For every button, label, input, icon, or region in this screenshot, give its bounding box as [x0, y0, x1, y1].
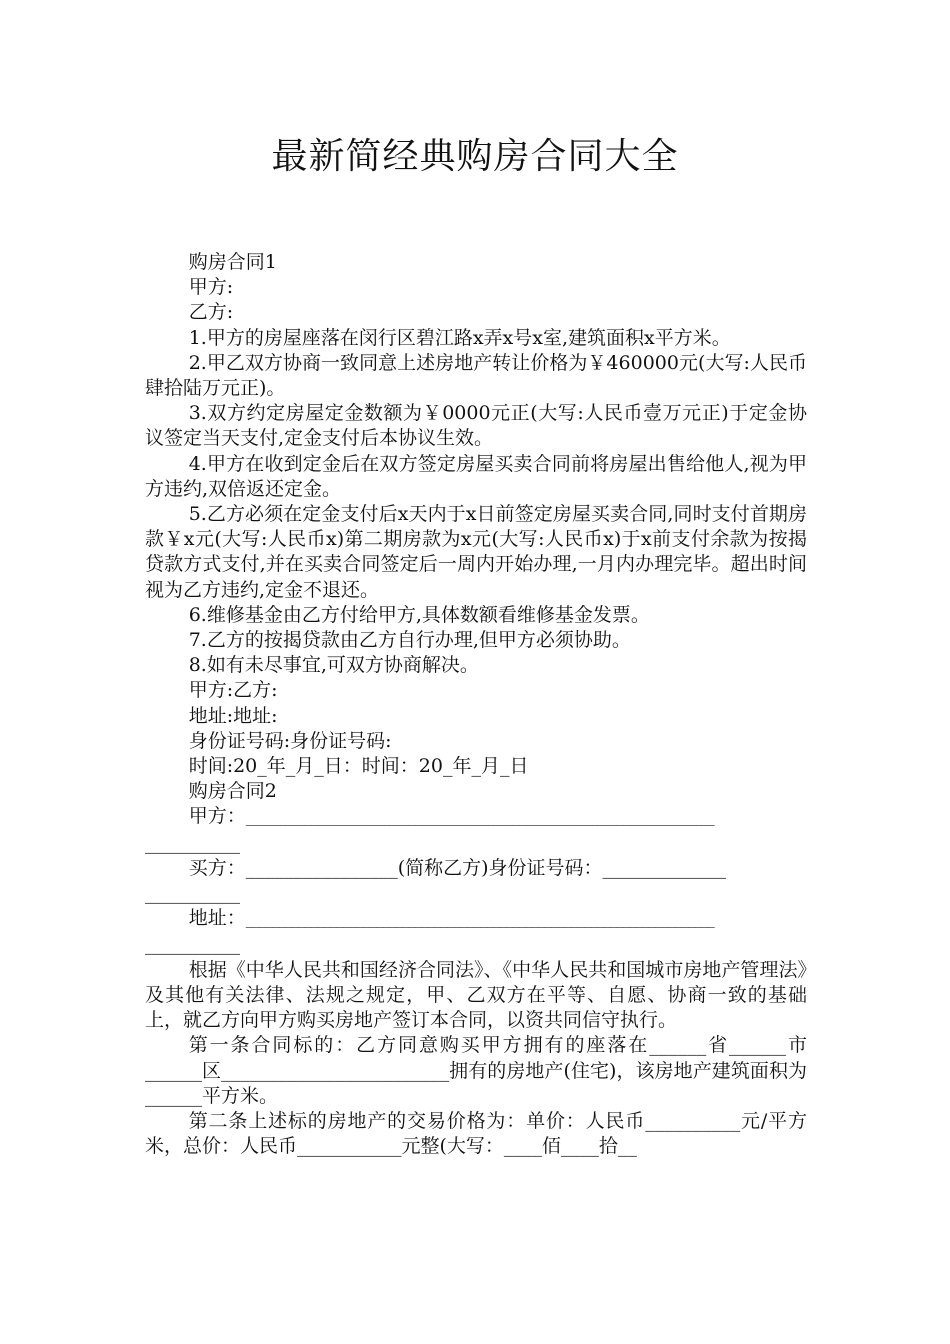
contract2-buyer-line: 买方：________________(简称乙方)身份证号码：_____________	[188, 856, 727, 879]
clause-2: 2.甲乙双方协商一致同意上述房地产转让价格为￥460000元(大写:人民币肆拾陆万元正)。	[145, 351, 807, 400]
contract2-preamble: 根据《中华人民共和国经济合同法》、《中华人民共和国城市房地产管理法》及其他有关法律、法规之规定，甲、乙双方在平等、自愿、协商一致的基础上，就乙方向甲方购买房地产签订本合同，以资共同信守执行。	[145, 958, 807, 1032]
sign-time: 时间:20_年_月_日：时间：20_年_月_日	[188, 755, 529, 778]
contract2-party-a	[145, 804, 807, 830]
contract1-party-a: 甲方:	[188, 276, 234, 299]
clause-5: 5.乙方必须在定金支付后x天内于x日前签定房屋买卖合同,同时支付首期房款￥x元(大写:人民币x)第二期房款为x元(大写:人民币x)于x前支付余款为按揭贷款方式支付,并在买卖合同签定后一周内开始办理,一月内办理完毕。超出时间视为乙方违约,定金不退还。	[145, 503, 807, 601]
clause-6: 6.维修基金由乙方付给甲方,具体数额看维修基金发票。	[188, 603, 650, 626]
address-label: 地址：	[188, 907, 246, 930]
document-title: 最新简经典购房合同大全	[271, 136, 679, 177]
contract1-party-b: 乙方:	[188, 301, 234, 324]
sign-parties: 甲方:乙方:	[188, 679, 278, 702]
address-tail: __________	[145, 933, 240, 956]
contract2-heading: 购房合同2	[188, 780, 277, 803]
contract2-buyer-tail	[145, 881, 807, 906]
clause-7: 7.乙方的按揭贷款由乙方自行办理,但甲方必须协助。	[188, 629, 631, 652]
party-a-blank: ________________________________________________________________________	[245, 808, 714, 827]
buyer-tail: __________	[145, 882, 240, 905]
contract2-article-2: 第二条上述标的房地产的交易价格为：单价：人民币__________元/平方米，总价：人民币___________元整(大写：____佰____拾__	[145, 1109, 807, 1158]
sign-id: 身份证号码:身份证号码:	[188, 729, 392, 752]
contract1-heading: 购房合同1	[188, 251, 277, 273]
sign-address: 地址:地址:	[188, 704, 278, 727]
clause-1: 1.甲方的房屋座落在闵行区碧江路x弄x号x室,建筑面积x平方米。	[188, 326, 731, 349]
contract2-address	[145, 906, 807, 932]
contract2-address-tail	[145, 932, 807, 957]
document-body	[145, 250, 807, 1159]
party-a-tail: __________	[145, 831, 240, 854]
party-a-label: 甲方：	[188, 805, 246, 828]
clause-4: 4.甲方在收到定金后在双方签定房屋买卖合同前将房屋出售给他人,视为甲方违约,双倍返还定金。	[145, 452, 807, 500]
contract2-article-1: 第一条合同标的：乙方同意购买甲方拥有的座落在______省______市______区________________________拥有的房地产(住宅)，该房地产建筑面积为______平方米。	[145, 1034, 807, 1107]
address-blank: ________________________________________________________________________	[245, 910, 714, 929]
clause-8: 8.如有未尽事宜,可双方协商解决。	[188, 654, 479, 677]
contract2-party-a-tail-spacer	[145, 831, 807, 856]
clause-3: 3.双方约定房屋定金数额为￥0000元正(大写:人民币壹万元正)于定金协议签定当天支付,定金支付后本协议生效。	[145, 402, 807, 450]
